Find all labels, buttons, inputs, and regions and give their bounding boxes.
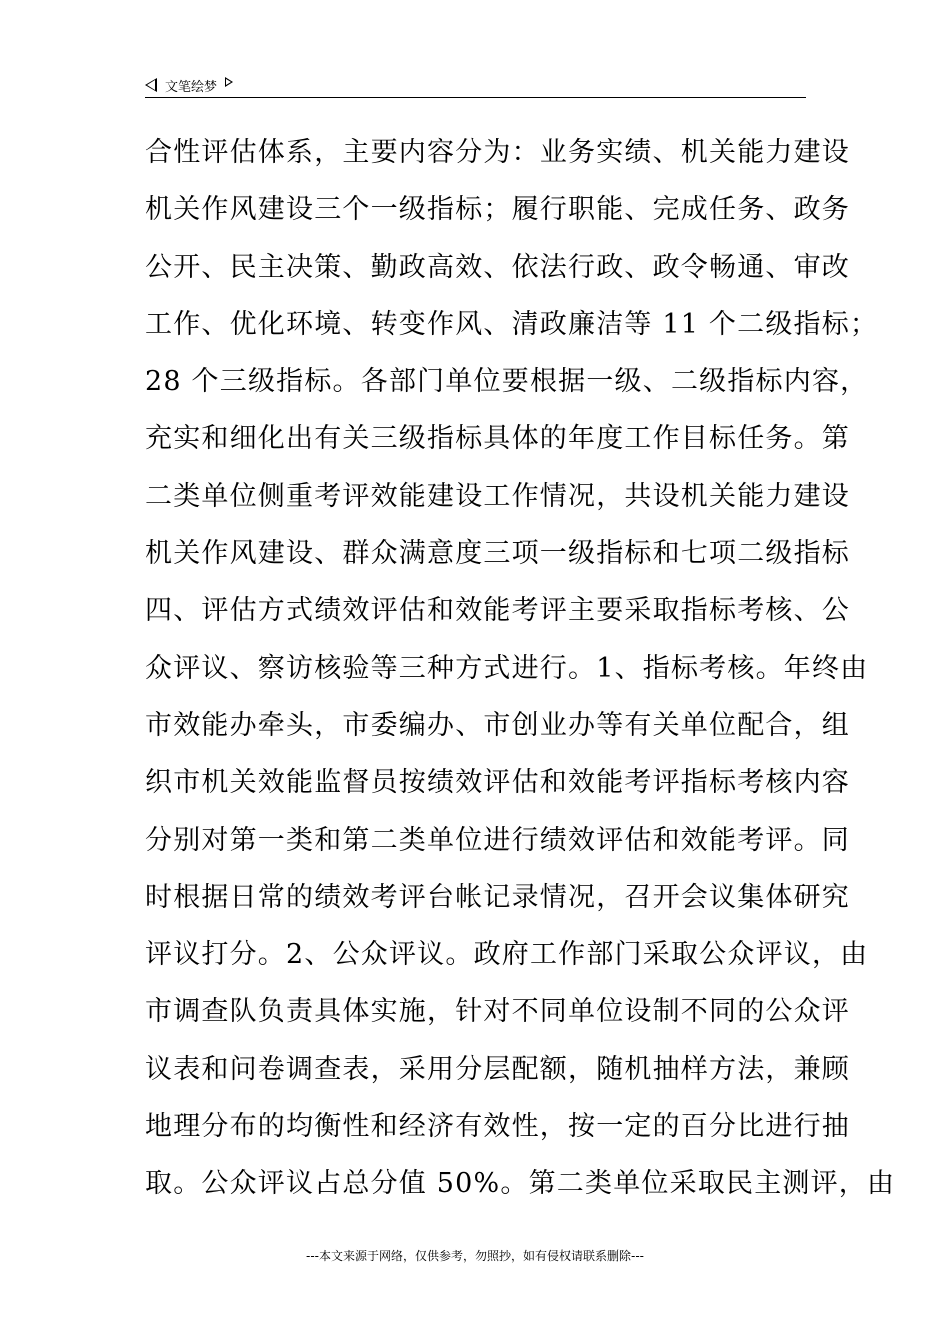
- page-header: [145, 74, 805, 96]
- text-line: 时根据日常的绩效考评台帐记录情况，召开会议集体研究: [145, 881, 850, 913]
- text-line: 分别对第一类和第二类单位进行绩效评估和效能考评。同: [145, 824, 850, 856]
- text-line: 机关作风建设、群众满意度三项一级指标和七项二级指标: [145, 538, 850, 570]
- triangle-left-icon: [145, 78, 157, 92]
- text-line: 充实和细化出有关三级指标具体的年度工作目标任务。第: [145, 423, 850, 455]
- text-line: 四、评估方式绩效评估和效能考评主要采取指标考核、公: [145, 595, 850, 627]
- text-line: 取。公众评议占总分值 50%。第二类单位采取民主测评，由: [145, 1168, 896, 1200]
- text-line: 机关作风建设三个一级指标；履行职能、完成任务、政务: [145, 194, 850, 226]
- text-line: 合性评估体系，主要内容分为：业务实绩、机关能力建设: [145, 137, 850, 168]
- text-line: 市调查队负责具体实施，针对不同单位设制不同的公众评: [145, 996, 850, 1028]
- page-footer: ---本文来源于网络，仅供参考，勿照抄，如有侵权请联系删除---: [306, 1249, 644, 1263]
- text-line: 众评议、察访核验等三种方式进行。1、指标考核。年终由: [145, 652, 869, 684]
- header-title: 文笔绘梦: [165, 79, 218, 95]
- triangle-right-icon: [225, 77, 233, 87]
- text-line: 市效能办牵头，市委编办、市创业办等有关单位配合，组: [145, 709, 850, 741]
- text-line: 28 个三级指标。各部门单位要根据一级、二级指标内容，: [145, 366, 869, 398]
- text-line: 评议打分。2、公众评议。政府工作部门采取公众评议，由: [145, 939, 869, 971]
- text-line: 二类单位侧重考评效能建设工作情况，共设机关能力建设: [145, 480, 850, 512]
- text-line: 公开、民主决策、勤政高效、依法行政、政令畅通、审改: [145, 251, 850, 283]
- text-line: 工作、优化环境、转变作风、清政廉洁等 11 个二级指标；: [145, 308, 879, 340]
- text-line: 议表和问卷调查表，采用分层配额，随机抽样方法，兼顾: [145, 1053, 850, 1085]
- header-divider: [145, 97, 806, 98]
- text-line: 地理分布的均衡性和经济有效性，按一定的百分比进行抽: [145, 1111, 850, 1143]
- text-line: 织市机关效能监督员按绩效评估和效能考评指标考核内容: [145, 767, 850, 799]
- document-body: [145, 130, 896, 1219]
